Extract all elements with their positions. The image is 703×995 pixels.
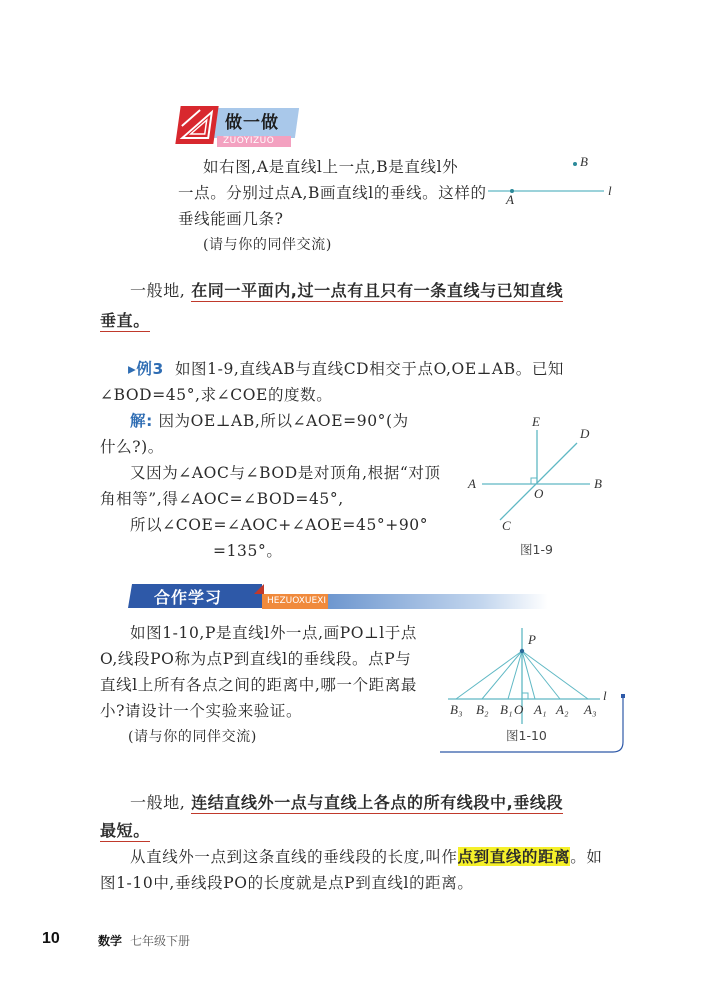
theorem2-line-1 <box>130 792 563 814</box>
example-line-1 <box>128 358 564 380</box>
figure-1-9 <box>460 410 620 560</box>
cooperative-subtitle: HEZUOXUEXI <box>262 594 328 609</box>
point-p-label: P <box>528 632 536 647</box>
banner-gradient-bar <box>328 594 548 609</box>
footer-grade: 七年级下册 <box>130 934 191 948</box>
definition-line-1 <box>130 846 602 868</box>
line-l-label: l <box>603 688 607 703</box>
definition-line-2: 图1-10中,垂线段PO的长度就是点P到直线l的距离。 <box>100 874 474 892</box>
cooperative-line-3: 直线l上所有各点之间的距离中,哪一个距离最 <box>100 676 417 694</box>
label-o: O <box>514 702 524 717</box>
definition-pre: 从直线外一点到这条直线的垂线段的长度,叫作 <box>130 848 458 866</box>
label-e: E <box>532 414 540 429</box>
label-b2: B₂ <box>476 702 489 717</box>
theorem1-bold-2: 垂直。 <box>100 311 150 330</box>
theorem2-lead: 一般地, <box>130 793 186 812</box>
cooperative-banner <box>128 584 548 610</box>
figure-1-9-caption: 图1-9 <box>520 542 553 557</box>
solution-line-4: 角相等”,得∠AOC=∠BOD=45°, <box>100 490 344 508</box>
label-c: C <box>502 518 511 533</box>
label-b1: B₁ <box>500 702 513 717</box>
activity-figure <box>480 150 630 210</box>
theorem1-line-1 <box>130 280 563 302</box>
figure-1-10-caption: 图1-10 <box>506 728 547 743</box>
solution-line-3: 又因为∠AOC与∠BOD是对顶角,根据“对顶 <box>130 464 441 482</box>
label-a: A <box>468 476 476 491</box>
activity-line-3: 垂线能画几条? <box>178 210 284 228</box>
ruler-triangle-icon <box>175 106 218 144</box>
label-o: O <box>534 486 544 501</box>
definition-post: 。如 <box>570 848 603 866</box>
label-a3: A₃ <box>584 702 597 717</box>
page-number: 10 <box>42 930 60 947</box>
theorem2-line-2 <box>100 820 150 842</box>
solution-line-6: =135°。 <box>213 542 283 560</box>
example-text-1: 如图1-9,直线AB与直线CD相交于点O,OE⊥AB。已知 <box>174 360 565 378</box>
theorem1-bold-1: 在同一平面内,过一点有且只有一条直线与已知直线 <box>191 281 564 300</box>
activity-note: (请与你的同伴交流) <box>203 237 332 253</box>
activity-banner <box>175 104 297 146</box>
label-b: B <box>594 476 602 491</box>
cooperative-line-2: O,线段PO称为点P到直线l的垂线段。点P与 <box>100 650 412 668</box>
label-d: D <box>580 426 590 441</box>
solution-text-1: 因为OE⊥AB,所以∠AOE=90°(为 <box>158 412 409 430</box>
theorem1-lead: 一般地, <box>130 281 186 300</box>
activity-line-1: 如右图,A是直线l上一点,B是直线l外 <box>203 158 459 176</box>
footer-subject: 数学 <box>98 934 123 948</box>
solution-line-5: 所以∠COE=∠AOC+∠AOE=45°+90° <box>130 516 429 534</box>
label-a2: A₂ <box>556 702 569 717</box>
solution-line-2: 什么?)。 <box>100 438 164 456</box>
activity-title: 做一做 <box>225 113 279 133</box>
solution-line-1 <box>130 410 409 432</box>
banner-corner <box>254 584 264 594</box>
activity-subtitle: ZUOYIZUO <box>217 136 291 147</box>
theorem1-line-2 <box>100 310 150 332</box>
cooperative-note: (请与你的同伴交流) <box>128 729 257 745</box>
example-marker-icon: ▸ <box>128 360 137 378</box>
point-b-label: B <box>580 154 588 169</box>
figure-1-10 <box>440 624 650 754</box>
theorem2-bold-2: 最短。 <box>100 821 150 840</box>
label-a1: A₁ <box>534 702 547 717</box>
cooperative-title: 合作学习 <box>154 588 223 607</box>
cooperative-line-4: 小?请设计一个实验来验证。 <box>100 702 303 720</box>
theorem2-bold-1: 连结直线外一点与直线上各点的所有线段中,垂线段 <box>191 793 564 812</box>
definition-highlight: 点到直线的距离 <box>457 847 571 866</box>
line-l-label: l <box>608 183 612 198</box>
example-line-2: ∠BOD=45°,求∠COE的度数。 <box>100 386 333 404</box>
activity-line-2: 一点。分别过点A,B画直线l的垂线。这样的 <box>178 184 487 202</box>
solution-label: 解: <box>130 412 153 430</box>
point-a-label: A <box>506 192 514 207</box>
label-b3: B₃ <box>450 702 463 717</box>
cooperative-line-1: 如图1-10,P是直线l外一点,画PO⊥l于点 <box>130 624 418 642</box>
example-label: 例3 <box>136 360 164 378</box>
